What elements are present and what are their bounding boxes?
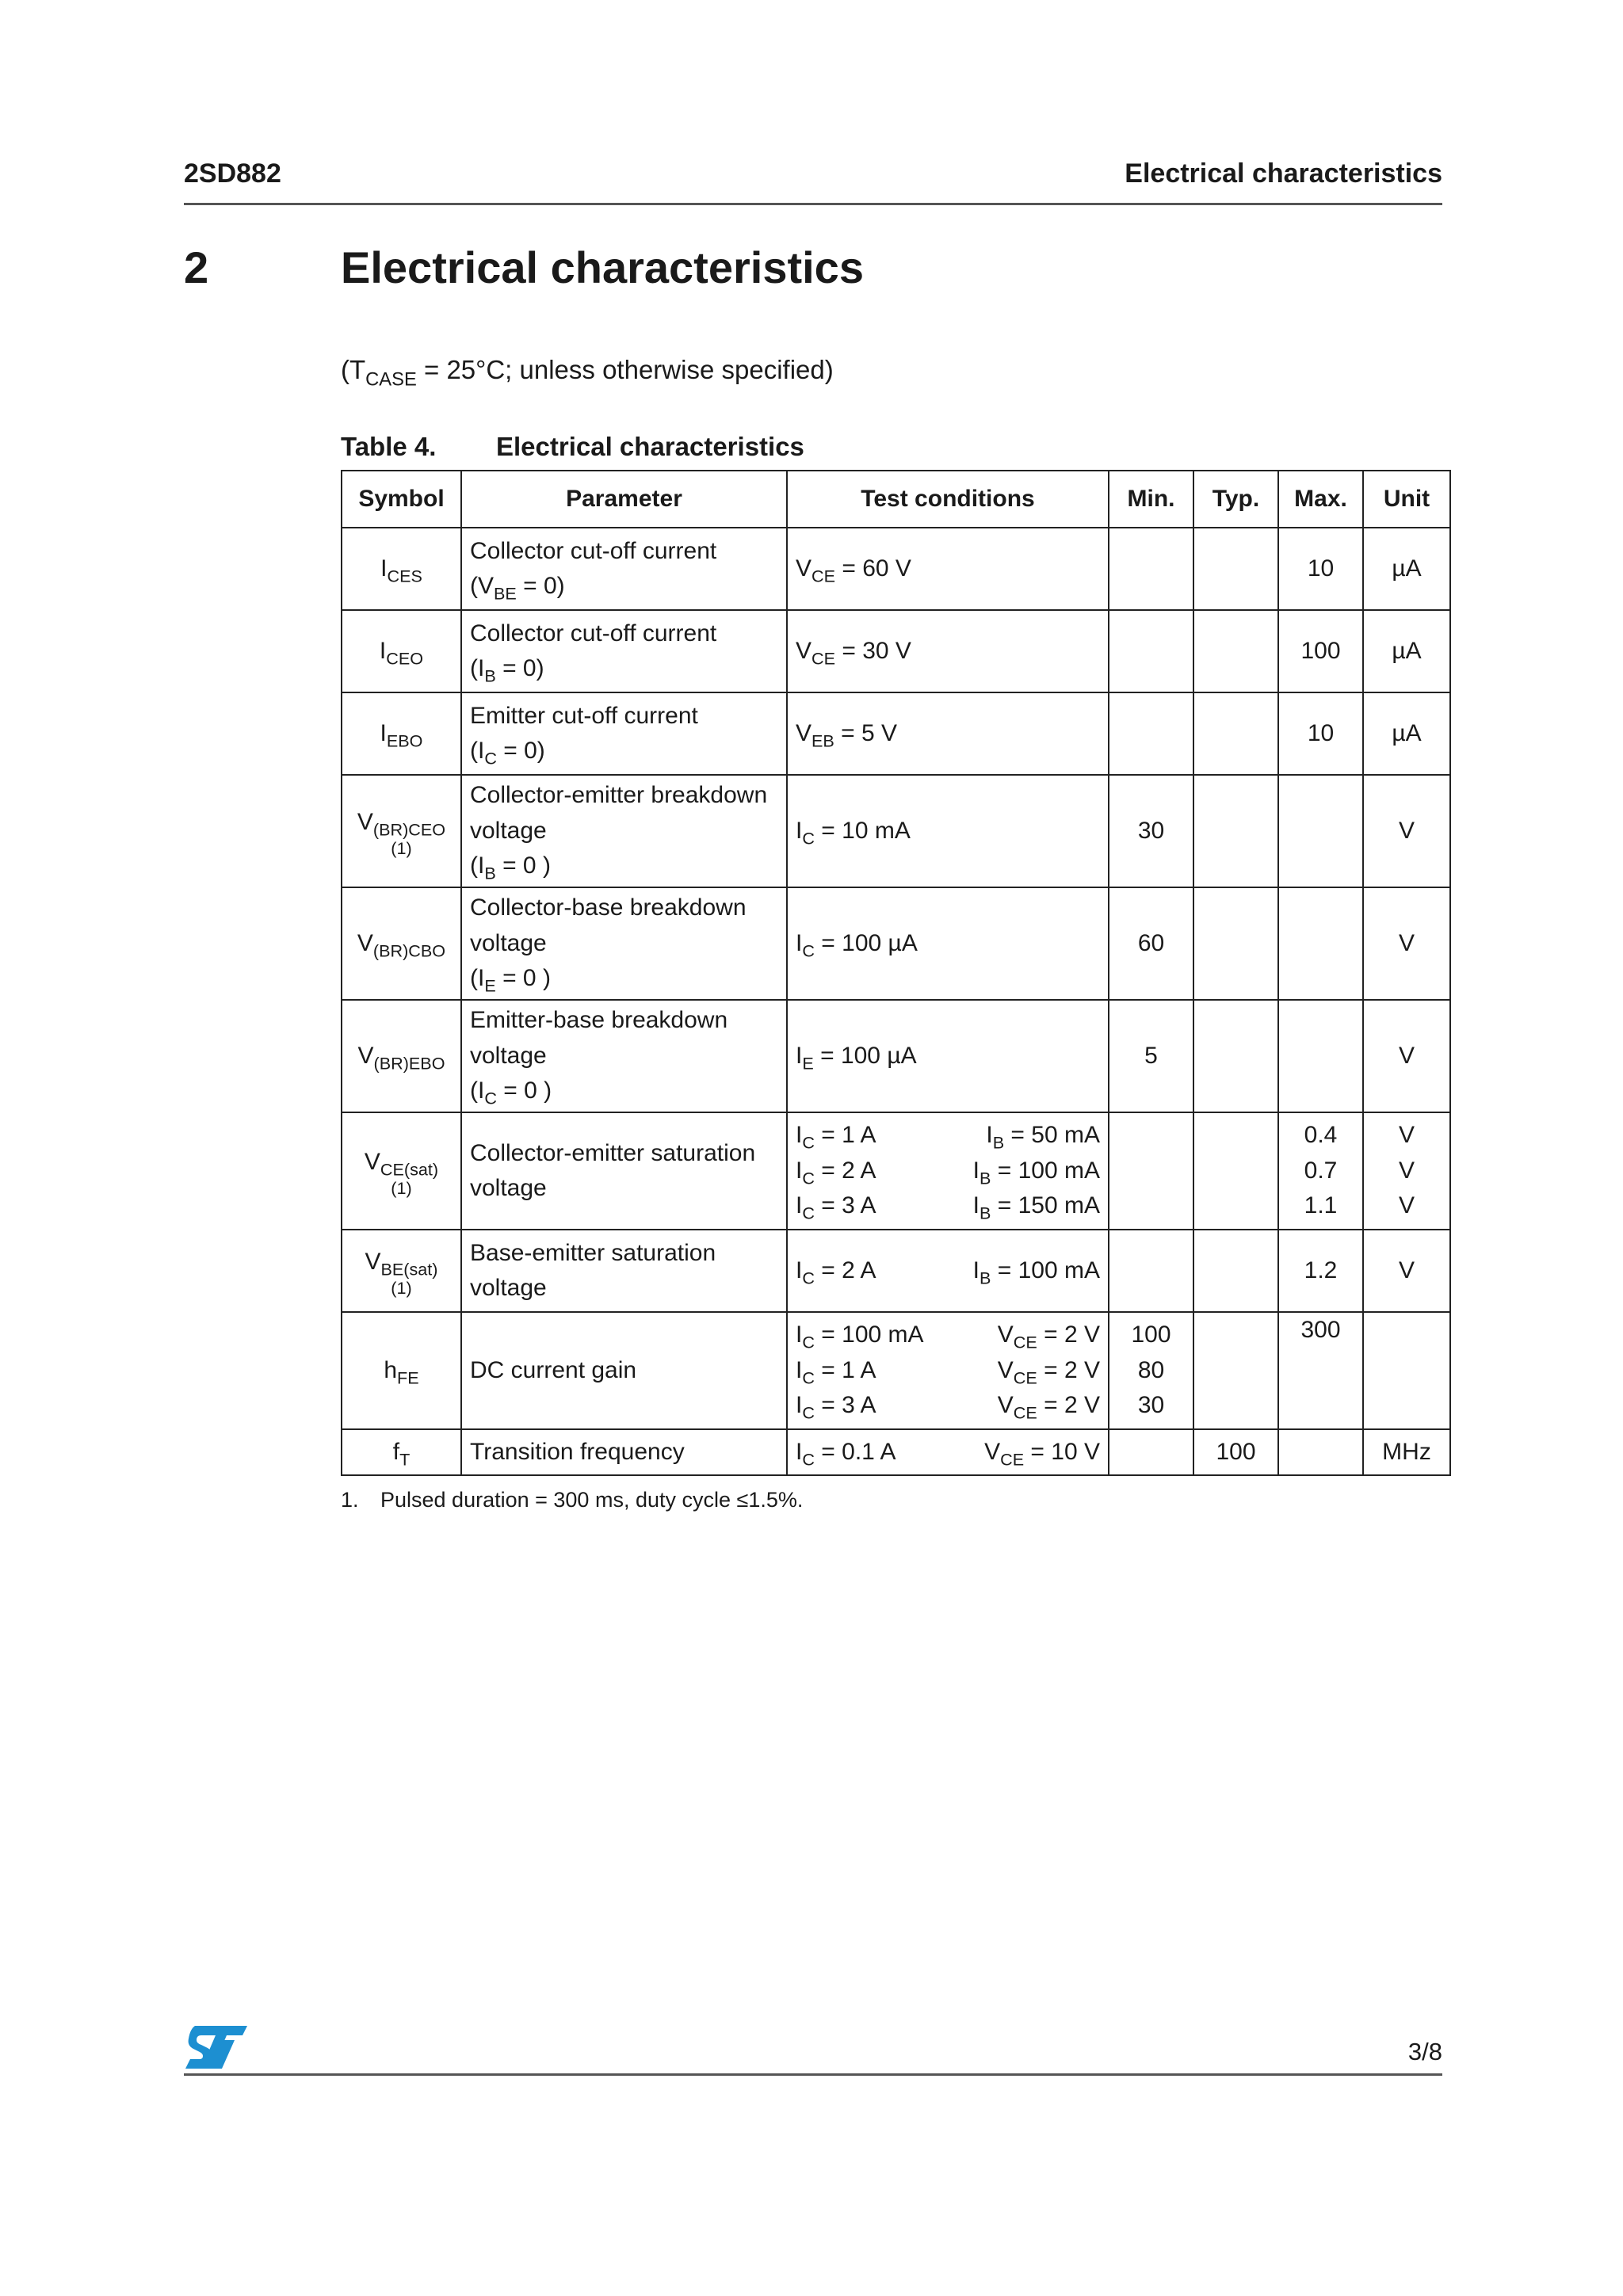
table-footnote <box>341 1488 803 1512</box>
test-conditions-cell: $I_C = 100$ µA <box>787 887 1109 1000</box>
parameter-cell: Collector cut-off current $(V_{BE} = 0)$ <box>461 528 787 610</box>
table-row <box>342 692 1450 775</box>
parameter-cell: Emitter-base breakdown voltage ($I_C = 0$ ) <box>461 1000 787 1112</box>
test-conditions-cell: $I_E = 100$ µA <box>787 1000 1109 1112</box>
header-unit: Unit <box>1363 471 1450 528</box>
parameter-cell: Emitter cut-off current $(I_C = 0)$ <box>461 692 787 775</box>
table-caption <box>341 432 804 462</box>
test-conditions-note: ($T_{CASE} = 25^\circ C$; unless otherwise specified) <box>341 355 834 391</box>
typ-cell <box>1193 1312 1278 1429</box>
symbol-cell: $h_{FE}$ <box>342 1312 461 1429</box>
typ-cell <box>1193 775 1278 887</box>
table-row <box>342 775 1450 887</box>
min-cell: 100 80 30 <box>1109 1312 1193 1429</box>
table-row <box>342 1112 1450 1230</box>
max-cell <box>1278 1429 1363 1475</box>
header-parameter: Parameter <box>461 471 787 528</box>
footnote-reference: (1) <box>391 1178 412 1199</box>
max-cell: 300 <box>1278 1312 1363 1429</box>
test-conditions-cell: $I_C = 2$ A $I_B = 100$ mA <box>787 1230 1109 1312</box>
typ-cell <box>1193 692 1278 775</box>
typ-cell <box>1193 1230 1278 1312</box>
test-conditions-cell: $V_{EB} = 5$ V <box>787 692 1109 775</box>
test-conditions-cell: $I_C = 100$ mA $V_{CE} = 2$ V $I_C = 1$ A $V_{CE} = 2$ V $I_C = 3$ A $V_{CE} = 2$ V <box>787 1312 1109 1429</box>
table-row <box>342 610 1450 692</box>
header-min: Min. <box>1109 471 1193 528</box>
max-cell: 1.2 <box>1278 1230 1363 1312</box>
footnote-number: 1. <box>341 1488 359 1512</box>
typ-cell <box>1193 1000 1278 1112</box>
test-conditions-cell: $V_{CE} = 60$ V <box>787 528 1109 610</box>
st-logo-mark <box>185 2026 247 2069</box>
page-header <box>184 158 1442 205</box>
symbol-cell: $V_{(BR)CBO}$ <box>342 887 461 1000</box>
test-conditions-cell: $I_C = 10$ mA <box>787 775 1109 887</box>
running-section-title: Electrical characteristics <box>1125 158 1442 189</box>
max-cell <box>1278 1000 1363 1112</box>
min-cell: 5 <box>1109 1000 1193 1112</box>
table-row <box>342 528 1450 610</box>
section-title: Electrical characteristics <box>341 242 864 292</box>
min-cell <box>1109 1230 1193 1312</box>
symbol-cell: $f_T$ <box>342 1429 461 1475</box>
header-max: Max. <box>1278 471 1363 528</box>
max-cell: 10 <box>1278 528 1363 610</box>
unit-cell: V <box>1363 1230 1450 1312</box>
max-cell <box>1278 775 1363 887</box>
min-cell <box>1109 1429 1193 1475</box>
table-caption-label: Table 4. <box>341 432 437 461</box>
parameter-cell: DC current gain <box>461 1312 787 1429</box>
electrical-characteristics-table <box>341 470 1451 1476</box>
max-cell: 0.4 0.7 1.1 <box>1278 1112 1363 1230</box>
test-conditions-cell: $I_C = 1$ A $I_B = 50$ mA $I_C = 2$ A $I_B = 100$ mA $I_C = 3$ A $I_B = 150$ mA <box>787 1112 1109 1230</box>
max-cell: 10 <box>1278 692 1363 775</box>
symbol-cell: $I_{EBO}$ <box>342 692 461 775</box>
footnote-text: Pulsed duration = 300 ms, duty cycle ≤1.5%. <box>380 1488 804 1512</box>
typ-cell: 100 <box>1193 1429 1278 1475</box>
table-row <box>342 1312 1450 1429</box>
section-number: 2 <box>184 242 209 292</box>
max-cell: 100 <box>1278 610 1363 692</box>
unit-cell <box>1363 1312 1450 1429</box>
symbol-cell: $I_{CEO}$ <box>342 610 461 692</box>
unit-cell: V V V <box>1363 1112 1450 1230</box>
footnote-reference: (1) <box>391 838 412 859</box>
symbol-cell: $I_{CES}$ <box>342 528 461 610</box>
unit-cell: µA <box>1363 610 1450 692</box>
header-typ: Typ. <box>1193 471 1278 528</box>
symbol-cell: $V_{BE(sat)}$ (1) <box>342 1230 461 1312</box>
parameter-cell: Base-emitter saturation voltage <box>461 1230 787 1312</box>
typ-cell <box>1193 528 1278 610</box>
table-row <box>342 1230 1450 1312</box>
footer-rule <box>184 2073 1442 2076</box>
test-conditions-cell: $V_{CE} = 30$ V <box>787 610 1109 692</box>
unit-cell: V <box>1363 775 1450 887</box>
header-test-conditions: Test conditions <box>787 471 1109 528</box>
symbol-cell: $V_{(BR)CEO}$ (1) <box>342 775 461 887</box>
table-row <box>342 1000 1450 1112</box>
unit-cell: MHz <box>1363 1429 1450 1475</box>
symbol-cell: $V_{CE(sat)}$ (1) <box>342 1112 461 1230</box>
unit-cell: µA <box>1363 528 1450 610</box>
min-cell <box>1109 610 1193 692</box>
parameter-cell: Collector cut-off current $(I_B = 0)$ <box>461 610 787 692</box>
parameter-cell: Collector-emitter breakdown voltage ($I_B = 0$ ) <box>461 775 787 887</box>
unit-cell: µA <box>1363 692 1450 775</box>
parameter-cell: Collector-base breakdown voltage ($I_E = 0$ ) <box>461 887 787 1000</box>
page-number: 3/8 <box>1407 2038 1442 2065</box>
typ-cell <box>1193 610 1278 692</box>
unit-cell: V <box>1363 1000 1450 1112</box>
min-cell <box>1109 528 1193 610</box>
document-part-number: 2SD882 <box>184 158 281 189</box>
footnote-reference: (1) <box>391 1278 412 1299</box>
table-row <box>342 1429 1450 1475</box>
min-cell: 30 <box>1109 775 1193 887</box>
min-cell <box>1109 1112 1193 1230</box>
symbol-cell: $V_{(BR)EBO}$ <box>342 1000 461 1112</box>
parameter-cell: Transition frequency <box>461 1429 787 1475</box>
table-header-row <box>342 471 1450 528</box>
test-conditions-cell: $I_C = 0.1$ A $V_{CE} = 10$ V <box>787 1429 1109 1475</box>
max-cell <box>1278 887 1363 1000</box>
header-symbol: Symbol <box>342 471 461 528</box>
unit-cell: V <box>1363 887 1450 1000</box>
min-cell: 60 <box>1109 887 1193 1000</box>
table-row <box>342 887 1450 1000</box>
typ-cell <box>1193 887 1278 1000</box>
typ-cell <box>1193 1112 1278 1230</box>
parameter-cell: Collector-emitter saturation voltage <box>461 1112 787 1230</box>
st-logo-icon <box>184 2024 249 2070</box>
min-cell <box>1109 692 1193 775</box>
table-caption-title: Electrical characteristics <box>496 432 804 461</box>
